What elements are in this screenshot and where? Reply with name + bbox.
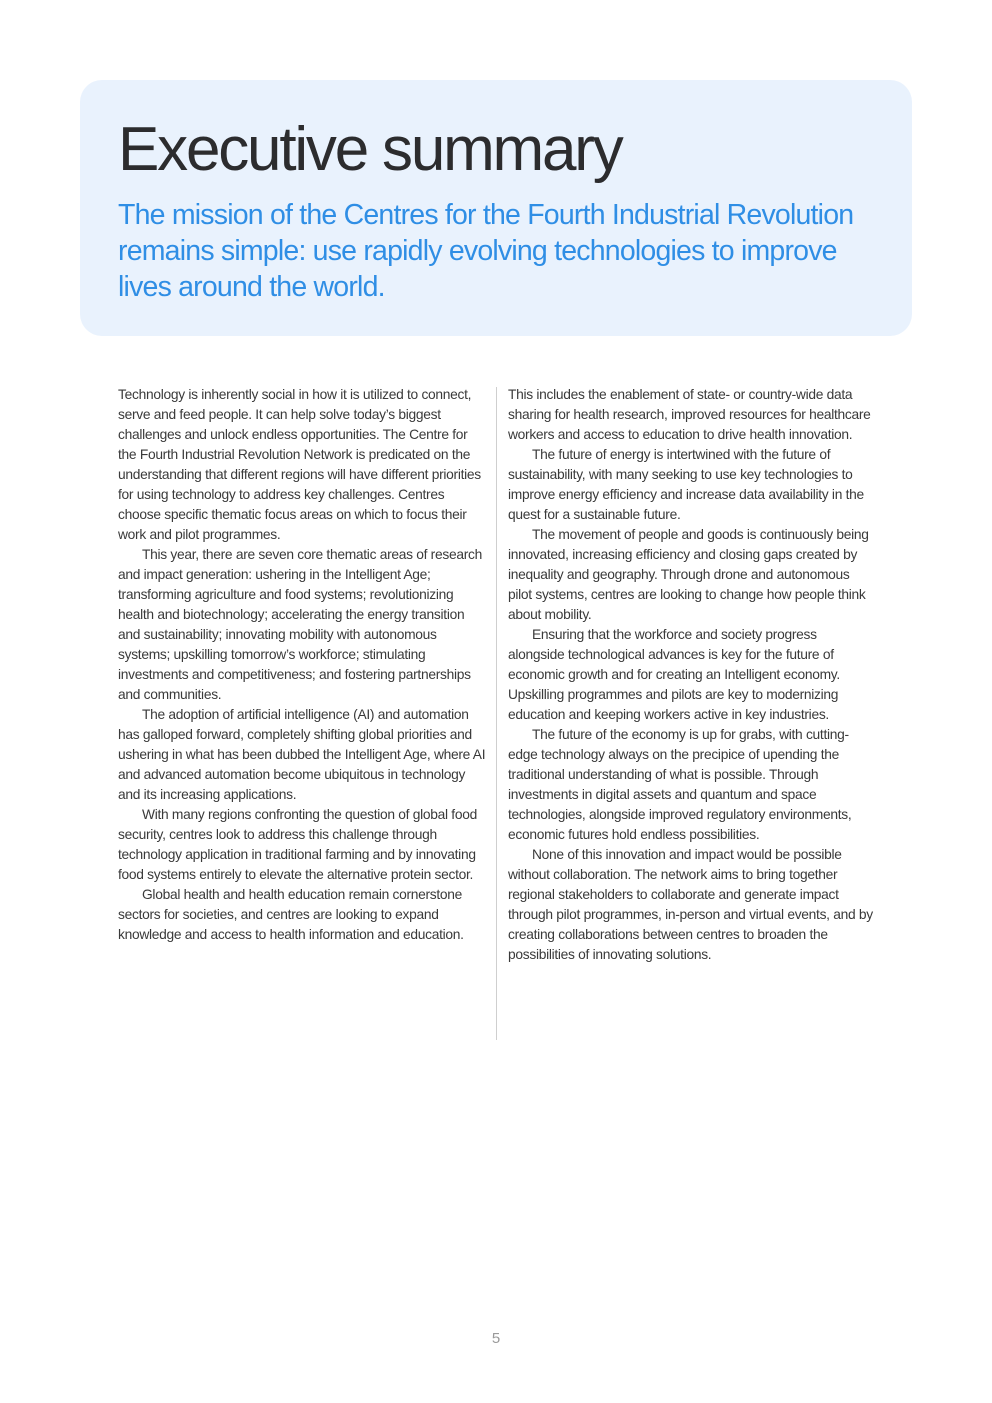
left-column	[118, 385, 486, 945]
paragraph: None of this innovation and impact would be possible without collaboration. The network aims to bring together regional stakeholders to collaborate and generate impact through pilot programmes, in-person and virtual events, and by creating collaborations between centres to broaden the possibilities of innovating solutions.	[508, 847, 873, 962]
paragraph: The movement of people and goods is continuously being innovated, increasing efficiency and closing gaps created by inequality and geography. Through drone and autonomous pilot systems, centres are looking to change how people think about mobility.	[508, 527, 869, 622]
right-column	[508, 385, 876, 965]
paragraph: This year, there are seven core thematic areas of research and impact generation: ushering in the Intelligent Age; transforming agriculture and food systems; revolutionizing health and biotechnology; accelerating the energy transition and sustainability; innovating mobility with autonomous systems; upskilling tomorrow’s workforce; stimulating investments and competitiveness; and fostering partnerships and communities.	[118, 547, 482, 702]
paragraph: Ensuring that the workforce and society progress alongside technological advances is key for the future of economic growth and for creating an Intelligent economy. Upskilling programmes and pilots are key to modernizing education and keeping workers active in key industries.	[508, 627, 840, 722]
paragraph: Technology is inherently social in how it is utilized to connect, serve and feed people. It can help solve today’s biggest challenges and unlock endless opportunities. The Centre for the Fourth Industrial Revolution Network is predicated on the understanding that different regions will have different priorities for using technology to address key challenges. Centres choose specific thematic focus areas on which to focus their work and pilot programmes.	[118, 387, 481, 542]
paragraph: The future of energy is intertwined with the future of sustainability, with many seeking to use key technologies to improve energy efficiency and increase data availability in the quest for a sustainable future.	[508, 447, 864, 522]
subtitle: The mission of the Centres for the Fourth Industrial Revolution remains simple: use rapidly evolving technologies to improve lives around the world.	[118, 199, 854, 303]
page-number: 5	[491, 1330, 501, 1347]
paragraph: The adoption of artificial intelligence (AI) and automation has galloped forward, completely shifting global priorities and ushering in what has been dubbed the Intelligent Age, where AI and advanced automation become ubiquitous in technology and its increasing applications.	[118, 707, 486, 802]
paragraph: With many regions confronting the question of global food security, centres look to address this challenge through technology application in traditional farming and by innovating food systems entirely to elevate the alternative protein sector.	[118, 807, 477, 882]
paragraph: This includes the enablement of state- or country-wide data sharing for health research, improved resources for healthcare workers and access to education to drive health innovation.	[508, 387, 871, 442]
paragraph: The future of the economy is up for grabs, with cutting-edge technology always on the precipice of upending the traditional understanding of what is possible. Through investments in digital assets and quantum and space technologies, alongside improved regulatory environments, economic futures hold endless possibilities.	[508, 727, 852, 842]
paragraph: Global health and health education remain cornerstone sectors for societies, and centres are looking to expand knowledge and access to health information and education.	[118, 887, 464, 942]
column-divider	[496, 387, 497, 1040]
page-title: Executive summary	[118, 115, 622, 184]
